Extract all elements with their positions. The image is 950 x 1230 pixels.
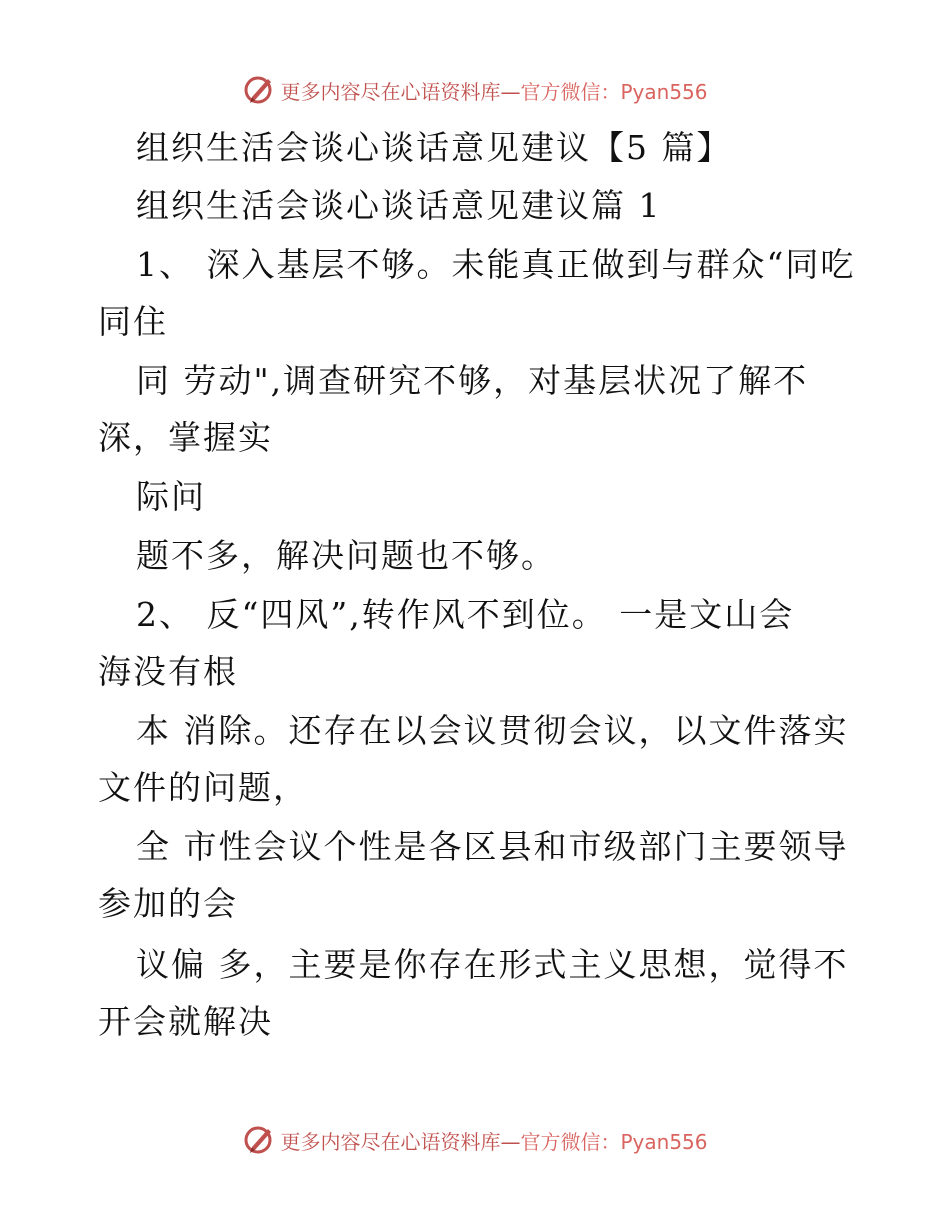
banner-text bbox=[280, 1126, 707, 1155]
banner-wechat-id: Pyan556 bbox=[620, 1129, 708, 1154]
paragraph-line: 深，掌握实 bbox=[98, 418, 273, 457]
banner-site-text: 更多内容尽在心语资料库— bbox=[280, 1129, 521, 1154]
paragraph-line: 全 市性会议个性是各区县和市级部门主要领导 bbox=[136, 827, 849, 866]
paragraph-line: 参加的会 bbox=[98, 884, 238, 923]
banner-wechat-id: Pyan556 bbox=[620, 79, 708, 104]
banner-text bbox=[280, 76, 707, 105]
paragraph-line: 本 消除。还存在以会议贯彻会议，以文件落实 bbox=[136, 711, 849, 750]
paragraph-line: 2、 反“四风”,转作风不到位。 一是文山会 bbox=[136, 595, 795, 634]
banner-wechat-label: 官方微信： bbox=[520, 79, 621, 104]
footer-watermark-banner bbox=[0, 1120, 950, 1160]
banner-site-text: 更多内容尽在心语资料库— bbox=[280, 79, 521, 104]
paragraph-line: 议偏 多，主要是你存在形式主义思想，觉得不 bbox=[136, 945, 849, 984]
banner-wechat-label: 官方微信： bbox=[520, 1129, 621, 1154]
document-title: 组织生活会谈心谈话意见建议【5 篇】 bbox=[136, 128, 732, 167]
pen-logo-icon bbox=[242, 1123, 276, 1157]
pen-logo-icon bbox=[242, 73, 276, 107]
paragraph-line: 同住 bbox=[98, 302, 168, 341]
paragraph-line: 题不多，解决问题也不够。 bbox=[136, 536, 556, 575]
paragraph-line: 1、 深入基层不够。未能真正做到与群众“同吃 bbox=[136, 245, 856, 284]
paragraph-line: 际问 bbox=[136, 477, 206, 516]
header-watermark-banner bbox=[0, 70, 950, 110]
section-heading: 组织生活会谈心谈话意见建议篇 1 bbox=[136, 186, 662, 225]
paragraph-line: 开会就解决 bbox=[98, 1002, 273, 1041]
paragraph-line: 海没有根 bbox=[98, 652, 238, 691]
paragraph-line: 同 劳动",调查研究不够，对基层状况了解不 bbox=[136, 361, 809, 400]
paragraph-line: 文件的问题， bbox=[98, 768, 308, 807]
